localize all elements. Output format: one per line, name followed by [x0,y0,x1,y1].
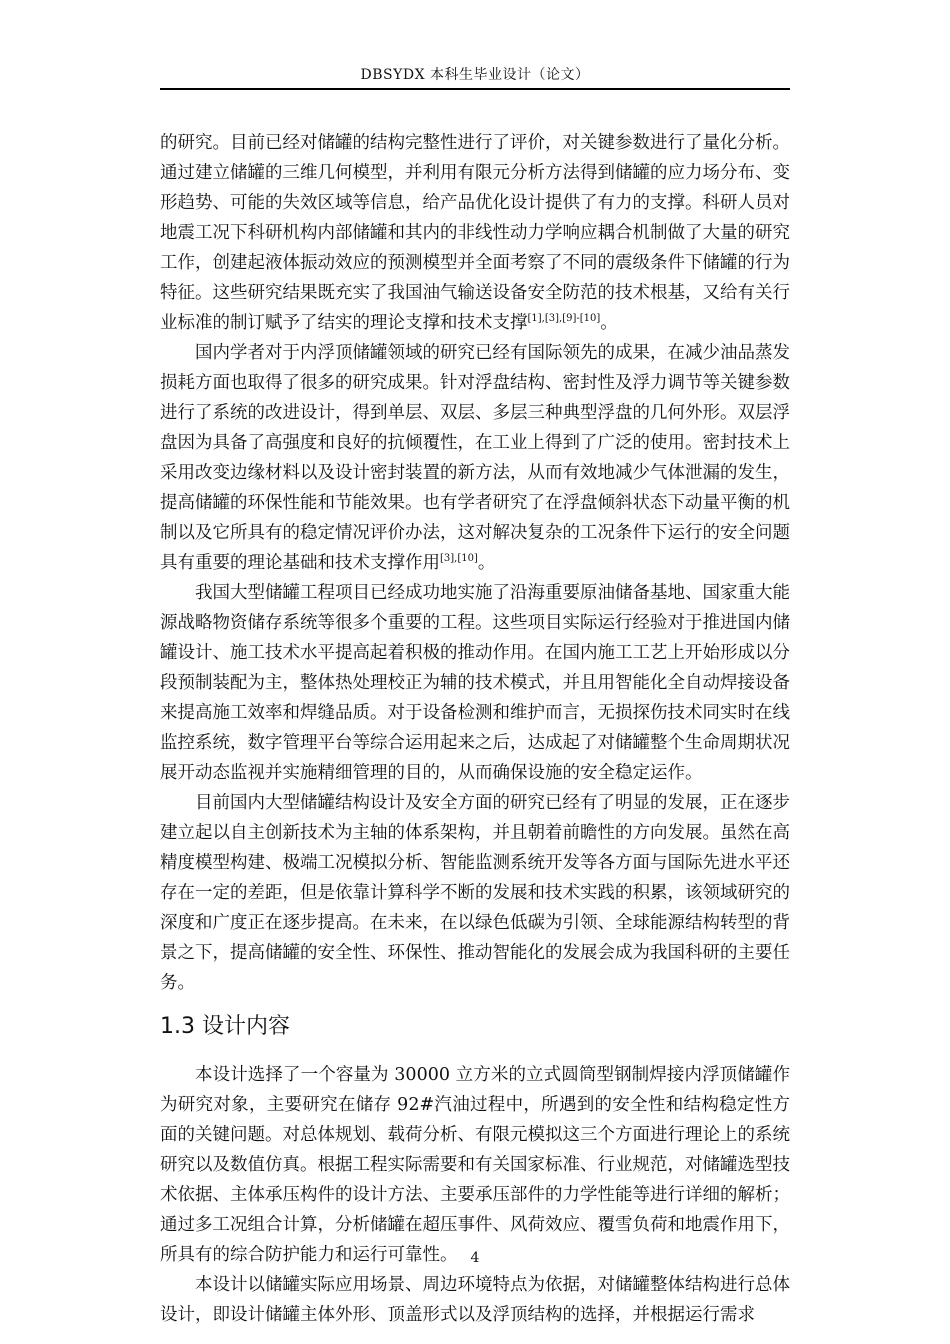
section-paragraph-1: 本设计选择了一个容量为 30000 立方米的立式圆筒型钢制焊接内浮顶储罐作为研究对象，主要研究在储存 92#汽油过程中，所遇到的安全性和结构稳定性方面的关键问题。对总体规划、载荷分析、有限元模拟这三个方面进行理论上的系统研究以及数值仿真。根据工程实际需要和有关国家标准、行业规范，对储罐选型技术依据、主体承压构件的设计方法、主要承压部件的力学性能等进行详细的解析；通过多工况组合计算，分析储罐在超压事件、风荷效应、覆雪负荷和地震作用下，所具有的综合防护能力和运行可靠性。 [160,1065,790,1265]
header-rule [160,88,790,90]
citation: [1],[3],[9]-[10] [527,313,601,325]
paragraph-3: 我国大型储罐工程项目已经成功地实施了沿海重要原油储备基地、国家重大能源战略物资储存系统等很多个重要的工程。这些项目实际运行经验对于推进国内储罐设计、施工技术水平提高起着积极的推动作用。在国内施工工艺上开始形成以分段预制装配为主，整体热处理校正为辅的技术模式，并且用智能化全自动焊接设备来提高施工效率和焊缝品质。对于设备检测和维护而言，无损探伤技术同实时在线监控系统，数字管理平台等综合运用起来之后，达成起了对储罐整个生命周期状况展开动态监视并实施精细管理的目的，从而确保设施的安全稳定运作。 [160,583,790,783]
paragraph-4: 目前国内大型储罐结构设计及安全方面的研究已经有了明显的发展，正在逐步建立起以自主创新技术为主轴的体系架构，并且朝着前瞻性的方向发展。虽然在高精度模型构建、极端工况模拟分析、智能监测系统开发等各方面与国际先进水平还存在一定的差距，但是依靠计算科学不断的发展和技术实践的积累，该领域研究的深度和广度正在逐步提高。在未来，在以绿色低碳为引领、全球能源结构转型的背景之下，提高储罐的安全性、环保性、推动智能化的发展会成为我国科研的主要任务。 [160,793,790,993]
paragraph-2: 国内学者对于内浮顶储罐领域的研究已经有国际领先的成果，在减少油品蒸发损耗方面也取得了很多的研究成果。针对浮盘结构、密封性及浮力调节等关键参数进行了系统的改进设计，得到单层、双层、多层三种典型浮盘的几何外形。双层浮盘因为具备了高强度和良好的抗倾覆性，在工业上得到了广泛的使用。密封技术上采用改变边缘材料以及设计密封装置的新方法，从而有效地减少气体泄漏的发生，提高储罐的环保性能和节能效果。也有学者研究了在浮盘倾斜状态下动量平衡的机制以及它所具有的稳定情况评价办法，这对解决复杂的工况条件下运行的安全问题具有重要的理论基础和技术支撑作用[3],[10]。 [160,343,790,573]
paragraph-1: 的研究。目前已经对储罐的结构完整性进行了评价，对关键参数进行了量化分析。通过建立储罐的三维几何模型，并利用有限元分析方法得到储罐的应力场分布、变形趋势、可能的失效区域等信息，给产品优化设计提供了有力的支撑。科研人员对地震工况下科研机构内部储罐和其内的非线性动力学响应耦合机制做了大量的研究工作，创建起液体振动效应的预测模型并全面考察了不同的震级条件下储罐的行为特征。这些研究结果既充实了我国油气输送设备安全防范的技术根基，又给有关行业标准的制订赋予了结实的理论支撑和技术支撑[1],[3],[9]-[10]。 [160,133,790,333]
section-heading: 1.3 设计内容 [160,1014,290,1039]
section-paragraph-2: 本设计以储罐实际应用场景、周边环境特点为依据，对储罐整体结构进行总体设计，即设计储罐主体外形、顶盖形式以及浮顶结构的选择，并根据运行需求 [160,1275,790,1325]
page-header: DBSYDX 本科生毕业设计（论文） [360,67,590,83]
citation: [3],[10] [440,553,478,565]
page-body [160,128,790,1330]
page-number: 4 [470,1250,480,1266]
